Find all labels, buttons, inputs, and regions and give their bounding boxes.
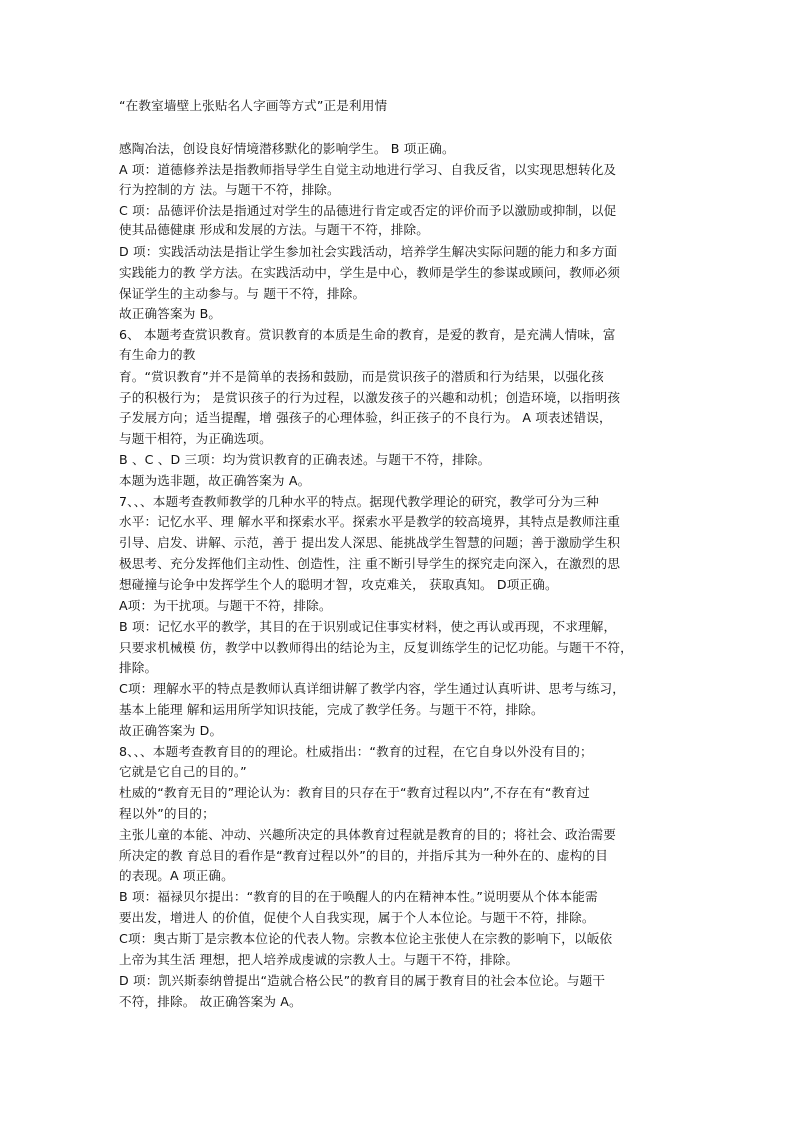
text-line: 有生命力的教 — [119, 347, 196, 362]
text-line: D 项：实践活动法是指让学生参加社会实践活动，培养学生解决实际问题的能力和多方面 — [119, 244, 618, 259]
text-line: 育。“赏识教育”并不是简单的表扬和鼓励，而是赏识孩子的潜质和行为结果，以强化孩 — [119, 369, 604, 384]
text-line: 要出发，增进人 的价值，促使个人自我实现，属于个人本位论。与题干不符，排除。 — [119, 910, 595, 925]
text-line: 它就是它自己的目的。” — [119, 764, 247, 779]
text-line: D 项：凯兴斯泰纳曾提出“造就合格公民”的教育目的属于教育目的社会本位论。与题干 — [119, 973, 606, 988]
text-line: C项：奥古斯丁是宗教本位论的代表人物。宗教本位论主张使人在宗教的影响下，以皈依 — [119, 931, 613, 946]
text-line: 杜威的“教育无目的”理论认为：教育目的只存在于“教育过程以内”,不存在有“教育过 — [119, 785, 590, 800]
text-line: 本题为选非题，故正确答案为 A。 — [119, 473, 311, 488]
text-line: A项：为干扰项。与题干不符，排除。 — [119, 598, 332, 613]
text-line: 程以外”的目的； — [119, 806, 215, 821]
text-line: B 项：记忆水平的教学，其目的在于识别或记住事实材料，使之再认或再现，不求理解， — [119, 619, 617, 634]
text-line: “在教室墙壁上张贴名人字画等方式”正是利用情 — [119, 98, 388, 113]
text-line: 不符，排除。 故正确答案为 A。 — [119, 994, 302, 1009]
text-line: 故正确答案为 B。 — [119, 306, 222, 321]
text-line: 极思考、充分发挥他们主动性、创造性，注 重不断引导学生的探究走向深入，在激烈的思 — [119, 556, 621, 571]
text-line: 上帝为其生活 理想，把人培养成虔诚的宗教人士。与题干不符，排除。 — [119, 952, 519, 967]
text-line: C项：理解水平的特点是教师认真详细讲解了教学内容，学生通过认真听讲、思考与练习， — [119, 681, 625, 696]
text-line: 故正确答案为 D。 — [119, 723, 223, 738]
text-line: 主张儿童的本能、冲动、兴趣所决定的具体教育过程就是教育的目的；将社会、政治需要 — [119, 827, 617, 842]
text-line: B 项：福禄贝尔提出：“教育的目的在于唤醒人的内在精神本性。”说明要从个体本能需 — [119, 889, 598, 904]
text-line: C 项：品德评价法是指通过对学生的品德进行肯定或否定的评价而予以激励或抑制，以促 — [119, 203, 617, 218]
text-line: A 项：道德修养法是指教师指导学生自觉主动地进行学习、自我反省，以实现思想转化及 — [119, 162, 617, 177]
text-line: 子发展方向；适当提醒，增 强孩子的心理体验，纠正孩子的不良行为。 A 项表述错误， — [119, 410, 612, 425]
text-line: 的表现。A 项正确。 — [119, 868, 234, 883]
text-line: 所决定的教 育总目的看作是“教育过程以外”的目的，并指斥其为一种外在的、虚构的目 — [119, 848, 609, 863]
text-line: 使其品德健康 形成和发展的方法。与题干不符，排除。 — [119, 222, 430, 237]
text-line: 只要求机械模 仿，教学中以教师得出的结论为主，反复训练学生的记忆功能。与题干不符， — [119, 640, 633, 655]
text-line: 感陶冶法，创设良好情境潜移默化的影响学生。 B 项正确。 — [119, 141, 455, 156]
text-line: 排除。 — [119, 660, 158, 675]
text-line: 7、、、本题考查教师教学的几种水平的特点。据现代教学理论的研究，教学可分为三种 — [119, 494, 599, 509]
text-line: B 、C 、D 三项：均为赏识教育的正确表述。与题干不符，排除。 — [119, 452, 491, 467]
text-line: 水平：记忆水平、理 解水平和探索水平。探索水平是教学的较高境界，其特点是教师注重 — [119, 514, 621, 529]
text-line: 子的积极行为； 是赏识孩子的行为过程，以激发孩子的兴趣和动机；创造环境，以指明孩 — [119, 390, 621, 405]
text-line: 与题干相符，为正确选项。 — [119, 431, 272, 446]
text-line: 实践能力的教 学方法。在实践活动中，学生是中心，教师是学生的参谋或顾问，教师必须 — [119, 265, 621, 280]
text-line: 6、 本题考查赏识教育。赏识教育的本质是生命的教育，是爱的教育，是充满人情味，富 — [119, 327, 616, 342]
text-line: 引导、启发、讲解、示范，善于 提出发人深思、能挑战学生智慧的问题；善于激励学生积 — [119, 535, 621, 550]
text-line: 基本上能理 解和运用所学知识技能，完成了教学任务。与题干不符，排除。 — [119, 702, 544, 717]
text-line: 保证学生的主动参与。与 题干不符，排除。 — [119, 286, 366, 301]
text-line: 想碰撞与论争中发挥学生个人的聪明才智，攻克难关， 获取真知。 D项正确。 — [119, 577, 558, 592]
text-line: 行为控制的方 法。与题干不符，排除。 — [119, 182, 340, 197]
text-line: 8、、、本题考查教育目的的理论。杜威指出：“教育的过程，在它自身以外没有目的； — [119, 744, 593, 759]
